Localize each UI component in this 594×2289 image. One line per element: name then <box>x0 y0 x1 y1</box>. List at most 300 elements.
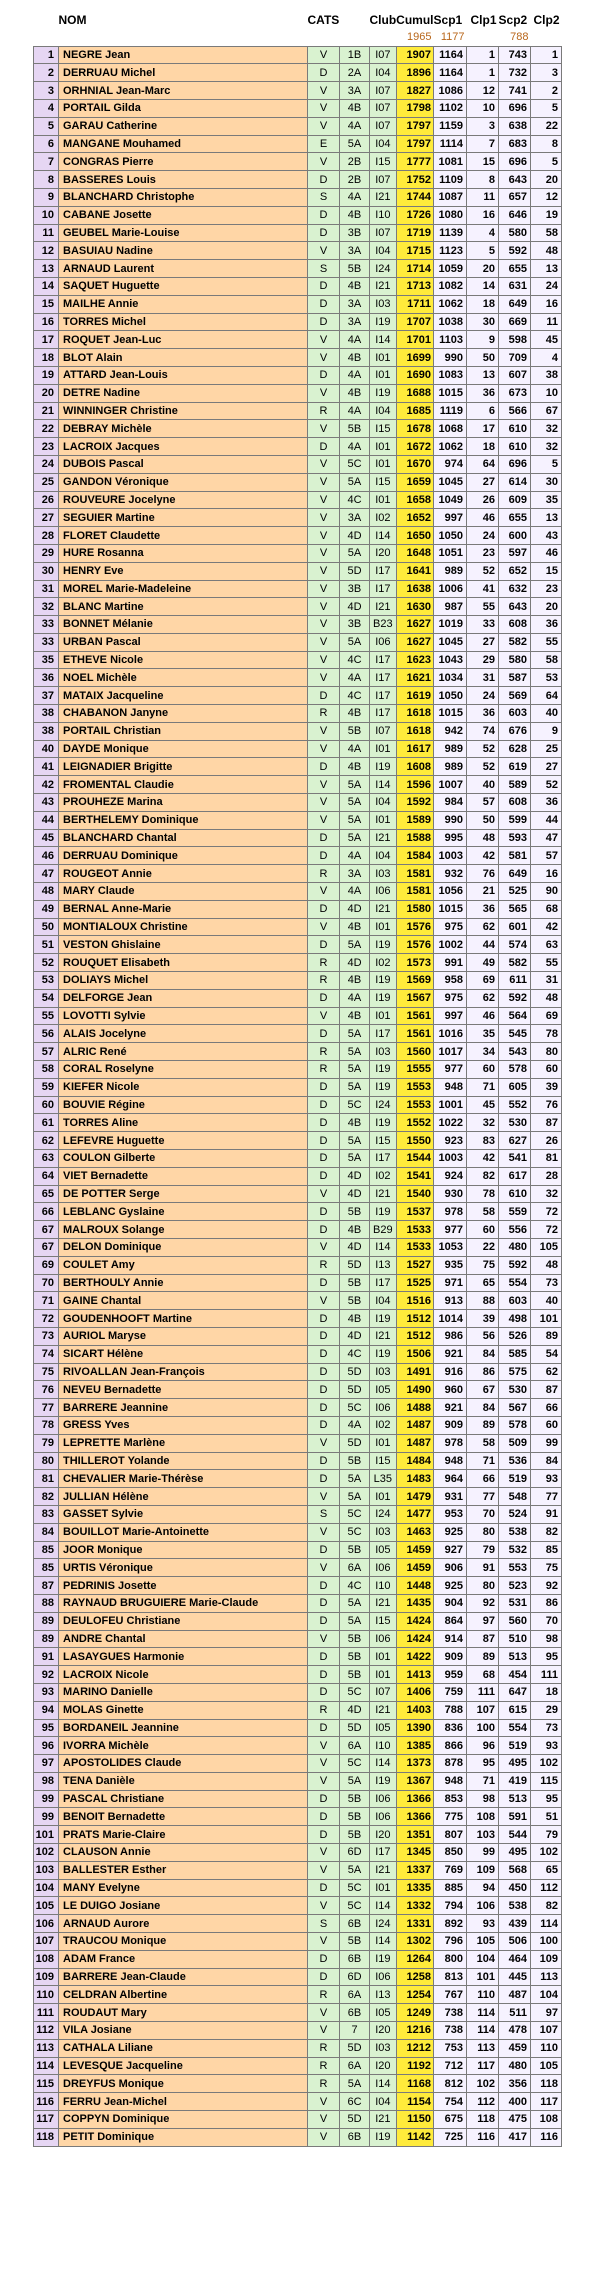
table-row <box>34 171 562 189</box>
scp2-cell: 638 <box>499 117 531 135</box>
clp2-cell: 48 <box>531 242 562 260</box>
clp1-cell: 31 <box>467 669 499 687</box>
group-cell: 5B <box>340 420 370 438</box>
group-cell: 1B <box>340 46 370 64</box>
rank-cell: 98 <box>34 1772 59 1790</box>
cumul-cell: 1491 <box>396 1363 433 1381</box>
club-cell: I17 <box>370 1150 397 1168</box>
table-row <box>34 1772 562 1790</box>
group-cell: 6C <box>340 2093 370 2111</box>
cumul-cell: 1555 <box>396 1061 433 1079</box>
rank-cell: 57 <box>34 1043 59 1061</box>
clp2-cell: 38 <box>531 366 562 384</box>
category-cell: V <box>308 491 340 509</box>
clp1-cell: 35 <box>467 1025 499 1043</box>
table-row <box>34 669 562 687</box>
scp1-cell: 885 <box>434 1879 467 1897</box>
scp2-cell: 601 <box>499 918 531 936</box>
group-cell: 4B <box>340 1007 370 1025</box>
name-cell: TORRES Michel <box>59 313 308 331</box>
name-cell: BALLESTER Esther <box>59 1861 308 1879</box>
group-cell: 2B <box>340 171 370 189</box>
scp2-cell: 569 <box>499 687 531 705</box>
clp1-cell: 45 <box>467 1096 499 1114</box>
group-cell: 5C <box>340 1683 370 1701</box>
clp2-cell: 117 <box>531 2093 562 2111</box>
name-cell: MARY Claude <box>59 883 308 901</box>
category-cell: R <box>308 2057 340 2075</box>
group-cell: 5A <box>340 1594 370 1612</box>
rank-cell: 66 <box>34 1203 59 1221</box>
scp1-cell: 1068 <box>434 420 467 438</box>
club-cell: I02 <box>370 1416 397 1434</box>
rank-cell: 82 <box>34 1488 59 1506</box>
scp2-cell: 673 <box>499 384 531 402</box>
clp1-cell: 84 <box>467 1399 499 1417</box>
scp1-cell: 1080 <box>434 206 467 224</box>
table-row <box>34 2057 562 2075</box>
club-cell: I07 <box>370 224 397 242</box>
category-cell: V <box>308 1238 340 1256</box>
rank-cell: 70 <box>34 1274 59 1292</box>
rank-cell: 5 <box>34 117 59 135</box>
scp2-cell: 566 <box>499 402 531 420</box>
table-row <box>34 2111 562 2129</box>
clp2-cell: 11 <box>531 313 562 331</box>
clp2-cell: 51 <box>531 1808 562 1826</box>
table-row <box>34 1790 562 1808</box>
name-cell: BOUVIE Régine <box>59 1096 308 1114</box>
table-row <box>34 1007 562 1025</box>
scp2-cell: 564 <box>499 1007 531 1025</box>
cumul-cell: 1596 <box>396 776 433 794</box>
clp2-cell: 46 <box>531 544 562 562</box>
name-cell: RIVOALLAN Jean-François <box>59 1363 308 1381</box>
table-row <box>34 188 562 206</box>
scp1-cell: 1017 <box>434 1043 467 1061</box>
category-cell: D <box>308 1078 340 1096</box>
category-cell: V <box>308 633 340 651</box>
name-cell: DAYDE Monique <box>59 740 308 758</box>
clp1-cell: 94 <box>467 1879 499 1897</box>
cumul-cell: 1567 <box>396 989 433 1007</box>
scp2-cell: 643 <box>499 598 531 616</box>
group-cell: 5A <box>340 1150 370 1168</box>
scp2-cell: 592 <box>499 242 531 260</box>
rank-cell: 3 <box>34 82 59 100</box>
table-row <box>34 918 562 936</box>
clp2-cell: 3 <box>531 64 562 82</box>
table-row <box>34 651 562 669</box>
name-cell: GEUBEL Marie-Louise <box>59 224 308 242</box>
category-cell: V <box>308 1523 340 1541</box>
name-cell: DEBRAY Michèle <box>59 420 308 438</box>
rank-cell: 76 <box>34 1381 59 1399</box>
scp2-cell: 578 <box>499 1061 531 1079</box>
clp1-cell: 5 <box>467 242 499 260</box>
club-cell: I07 <box>370 1683 397 1701</box>
table-row <box>34 1256 562 1274</box>
name-cell: FLORET Claudette <box>59 527 308 545</box>
name-cell: CABANE Josette <box>59 206 308 224</box>
clp2-cell: 86 <box>531 1594 562 1612</box>
table-row <box>34 82 562 100</box>
table-row <box>34 1648 562 1666</box>
clp1-cell: 114 <box>467 2022 499 2040</box>
scp1-cell: 1007 <box>434 776 467 794</box>
scp1-cell: 767 <box>434 1986 467 2004</box>
group-cell: 5D <box>340 1719 370 1737</box>
clp1-cell: 103 <box>467 1826 499 1844</box>
name-cell: LACROIX Jacques <box>59 438 308 456</box>
club-cell: I03 <box>370 865 397 883</box>
rank-cell: 64 <box>34 1167 59 1185</box>
rank-cell: 20 <box>34 384 59 402</box>
clp2-cell: 58 <box>531 224 562 242</box>
category-cell: V <box>308 1772 340 1790</box>
rank-cell: 21 <box>34 402 59 420</box>
table-row <box>34 1345 562 1363</box>
clp1-cell: 66 <box>467 1470 499 1488</box>
club-cell: I01 <box>370 1666 397 1684</box>
name-cell: COPPYN Dominique <box>59 2111 308 2129</box>
club-cell: I21 <box>370 1327 397 1345</box>
cumul-cell: 1608 <box>396 758 433 776</box>
group-cell: 6A <box>340 1986 370 2004</box>
rank-cell: 31 <box>34 580 59 598</box>
cumul-cell: 1827 <box>396 82 433 100</box>
club-cell: I14 <box>370 776 397 794</box>
name-cell: HURE Rosanna <box>59 544 308 562</box>
club-cell: I14 <box>370 1755 397 1773</box>
cumul-cell: 1621 <box>396 669 433 687</box>
scp1-cell: 921 <box>434 1345 467 1363</box>
rank-cell: 11 <box>34 224 59 242</box>
clp2-cell: 63 <box>531 936 562 954</box>
name-cell: BASUIAU Nadine <box>59 242 308 260</box>
table-row <box>34 224 562 242</box>
category-cell: D <box>308 1790 340 1808</box>
group-cell: 3B <box>340 580 370 598</box>
ranking-sheet <box>33 12 562 2147</box>
rank-cell: 47 <box>34 865 59 883</box>
category-cell: V <box>308 527 340 545</box>
club-cell: I19 <box>370 2128 397 2146</box>
scp1-cell: 1159 <box>434 117 467 135</box>
club-cell: I10 <box>370 1737 397 1755</box>
scp1-cell: 1016 <box>434 1025 467 1043</box>
clp1-cell: 88 <box>467 1292 499 1310</box>
clp1-cell: 87 <box>467 1630 499 1648</box>
group-cell: 5A <box>340 1061 370 1079</box>
category-cell: V <box>308 1755 340 1773</box>
cumul-cell: 1588 <box>396 829 433 847</box>
scp1-cell: 931 <box>434 1488 467 1506</box>
category-cell: D <box>308 1132 340 1150</box>
name-cell: LASAYGUES Harmonie <box>59 1648 308 1666</box>
cumul-cell: 1533 <box>396 1238 433 1256</box>
rank-cell: 54 <box>34 989 59 1007</box>
name-cell: LOVOTTI Sylvie <box>59 1007 308 1025</box>
clp2-cell: 55 <box>531 633 562 651</box>
scp2-cell: 741 <box>499 82 531 100</box>
club-cell: I21 <box>370 900 397 918</box>
scp1-cell: 1050 <box>434 687 467 705</box>
name-cell: ALRIC René <box>59 1043 308 1061</box>
cumul-cell: 1561 <box>396 1007 433 1025</box>
category-cell: V <box>308 153 340 171</box>
group-cell: 6B <box>340 1950 370 1968</box>
category-cell: D <box>308 1203 340 1221</box>
cumul-cell: 1154 <box>396 2093 433 2111</box>
club-cell: I19 <box>370 1203 397 1221</box>
clp1-cell: 77 <box>467 1488 499 1506</box>
cumul-cell: 1385 <box>396 1737 433 1755</box>
group-cell: 5A <box>340 1861 370 1879</box>
category-cell: V <box>308 918 340 936</box>
group-cell: 5A <box>340 1078 370 1096</box>
rank-cell: 89 <box>34 1630 59 1648</box>
group-cell: 5C <box>340 1096 370 1114</box>
club-cell: I17 <box>370 1274 397 1292</box>
cumul-cell: 1672 <box>396 438 433 456</box>
table-row <box>34 46 562 64</box>
clp1-cell: 76 <box>467 865 499 883</box>
club-cell: I17 <box>370 705 397 723</box>
clp1-cell: 48 <box>467 829 499 847</box>
group-cell: 4A <box>340 669 370 687</box>
scp2-cell: 743 <box>499 46 531 64</box>
clp1-cell: 52 <box>467 562 499 580</box>
rank-cell: 2 <box>34 64 59 82</box>
clp1-cell: 6 <box>467 402 499 420</box>
cumul-cell: 1373 <box>396 1755 433 1773</box>
category-cell: V <box>308 580 340 598</box>
clp1-cell: 36 <box>467 705 499 723</box>
rank-cell: 99 <box>34 1808 59 1826</box>
name-cell: NOEL Michèle <box>59 669 308 687</box>
scp1-cell: 1015 <box>434 384 467 402</box>
scp2-cell: 646 <box>499 206 531 224</box>
cumul-cell: 1435 <box>396 1594 433 1612</box>
cumul-cell: 1707 <box>396 313 433 331</box>
table-row <box>34 1755 562 1773</box>
category-cell: V <box>308 1185 340 1203</box>
clp2-cell: 47 <box>531 829 562 847</box>
rank-cell: 23 <box>34 438 59 456</box>
table-row <box>34 1416 562 1434</box>
scp1-cell: 878 <box>434 1755 467 1773</box>
table-row <box>34 883 562 901</box>
clp1-cell: 84 <box>467 1345 499 1363</box>
name-cell: LEFEVRE Huguette <box>59 1132 308 1150</box>
clp2-cell: 2 <box>531 82 562 100</box>
scp2-cell: 611 <box>499 972 531 990</box>
scp2-cell: 628 <box>499 740 531 758</box>
clp2-cell: 91 <box>531 1505 562 1523</box>
name-cell: CELDRAN Albertine <box>59 1986 308 2004</box>
clp1-cell: 106 <box>467 1897 499 1915</box>
cumul-cell: 1448 <box>396 1577 433 1595</box>
table-row <box>34 117 562 135</box>
cumul-cell: 1592 <box>396 794 433 812</box>
scp2-cell: 632 <box>499 580 531 598</box>
group-cell: 4A <box>340 883 370 901</box>
table-row <box>34 1221 562 1239</box>
clp1-cell: 24 <box>467 527 499 545</box>
club-cell: I24 <box>370 1096 397 1114</box>
table-row <box>34 2039 562 2057</box>
group-cell: 5A <box>340 936 370 954</box>
group-cell: 4C <box>340 687 370 705</box>
category-cell: R <box>308 2075 340 2093</box>
scp2-cell: 464 <box>499 1950 531 1968</box>
club-cell: I03 <box>370 1523 397 1541</box>
club-cell: I03 <box>370 295 397 313</box>
clp2-cell: 89 <box>531 1327 562 1345</box>
clp2-cell: 107 <box>531 2022 562 2040</box>
clp2-cell: 101 <box>531 1310 562 1328</box>
table-row <box>34 1452 562 1470</box>
scp1-cell: 1062 <box>434 438 467 456</box>
clp2-cell: 13 <box>531 260 562 278</box>
scp2-cell: 600 <box>499 527 531 545</box>
scp1-cell: 1103 <box>434 331 467 349</box>
clp1-cell: 46 <box>467 509 499 527</box>
clp2-cell: 52 <box>531 776 562 794</box>
group-cell: 3A <box>340 509 370 527</box>
club-cell: I14 <box>370 1897 397 1915</box>
name-cell: COULON Gilberte <box>59 1150 308 1168</box>
group-cell: 5C <box>340 455 370 473</box>
category-cell: V <box>308 420 340 438</box>
cumul-cell: 1484 <box>396 1452 433 1470</box>
club-cell: I15 <box>370 1452 397 1470</box>
category-cell: D <box>308 1310 340 1328</box>
cumul-cell: 1552 <box>396 1114 433 1132</box>
group-cell: 5B <box>340 1292 370 1310</box>
name-cell: ANDRE Chantal <box>59 1630 308 1648</box>
club-cell: B29 <box>370 1221 397 1239</box>
clp1-cell: 3 <box>467 117 499 135</box>
clp1-cell: 118 <box>467 2111 499 2129</box>
table-row <box>34 1114 562 1132</box>
category-cell: V <box>308 1630 340 1648</box>
club-cell: I21 <box>370 2111 397 2129</box>
group-cell: 4A <box>340 331 370 349</box>
name-cell: BARRERE Jeannine <box>59 1399 308 1417</box>
name-cell: KIEFER Nicole <box>59 1078 308 1096</box>
clp1-cell: 22 <box>467 1238 499 1256</box>
clp1-cell: 71 <box>467 1772 499 1790</box>
cumul-cell: 1422 <box>396 1648 433 1666</box>
rank-cell: 63 <box>34 1150 59 1168</box>
scp1-cell: 989 <box>434 562 467 580</box>
scp2-cell: 478 <box>499 2022 531 2040</box>
max-scp2: 788 <box>499 29 531 46</box>
scp1-cell: 997 <box>434 509 467 527</box>
club-cell: I06 <box>370 1559 397 1577</box>
name-cell: ROUGEOT Annie <box>59 865 308 883</box>
scp1-cell: 960 <box>434 1381 467 1399</box>
scp1-cell: 914 <box>434 1630 467 1648</box>
clp2-cell: 48 <box>531 989 562 1007</box>
club-cell: I07 <box>370 117 397 135</box>
rank-cell: 22 <box>34 420 59 438</box>
category-cell: V <box>308 1434 340 1452</box>
scp2-cell: 607 <box>499 366 531 384</box>
scp2-cell: 513 <box>499 1790 531 1808</box>
cumul-cell: 1258 <box>396 1968 433 1986</box>
table-row <box>34 1488 562 1506</box>
table-row <box>34 1968 562 1986</box>
clp2-cell: 5 <box>531 455 562 473</box>
clp2-cell: 40 <box>531 705 562 723</box>
name-cell: BLANCHARD Christophe <box>59 188 308 206</box>
header-scp1: Scp1 <box>434 12 467 29</box>
group-cell: 5B <box>340 1648 370 1666</box>
clp1-cell: 18 <box>467 295 499 313</box>
cumul-cell: 1264 <box>396 1950 433 1968</box>
name-cell: TENA Danièle <box>59 1772 308 1790</box>
category-cell: V <box>308 811 340 829</box>
scp1-cell: 989 <box>434 740 467 758</box>
scp1-cell: 1056 <box>434 883 467 901</box>
name-cell: ARNAUD Aurore <box>59 1915 308 1933</box>
club-cell: I05 <box>370 1541 397 1559</box>
category-cell: V <box>308 349 340 367</box>
scp2-cell: 696 <box>499 99 531 117</box>
scp2-cell: 582 <box>499 954 531 972</box>
club-cell: I01 <box>370 918 397 936</box>
cumul-cell: 1512 <box>396 1327 433 1345</box>
group-cell: 5B <box>340 1452 370 1470</box>
category-cell: D <box>308 224 340 242</box>
cumul-cell: 1638 <box>396 580 433 598</box>
table-row <box>34 455 562 473</box>
category-cell: D <box>308 1399 340 1417</box>
clp2-cell: 66 <box>531 1399 562 1417</box>
scp1-cell: 1083 <box>434 366 467 384</box>
table-row <box>34 1719 562 1737</box>
cumul-cell: 1685 <box>396 402 433 420</box>
scp1-cell: 775 <box>434 1808 467 1826</box>
rank-cell: 75 <box>34 1363 59 1381</box>
scp1-cell: 990 <box>434 349 467 367</box>
table-row <box>34 1505 562 1523</box>
table-row <box>34 722 562 740</box>
category-cell: R <box>308 954 340 972</box>
name-cell: LE DUIGO Josiane <box>59 1897 308 1915</box>
cumul-cell: 1212 <box>396 2039 433 2057</box>
clp2-cell: 105 <box>531 1238 562 1256</box>
club-cell: I07 <box>370 722 397 740</box>
rank-cell: 105 <box>34 1897 59 1915</box>
rank-cell: 7 <box>34 153 59 171</box>
cumul-cell: 1589 <box>396 811 433 829</box>
club-cell: I14 <box>370 2075 397 2093</box>
club-cell: I13 <box>370 1256 397 1274</box>
scp2-cell: 495 <box>499 1755 531 1773</box>
clp1-cell: 18 <box>467 438 499 456</box>
cumul-cell: 1798 <box>396 99 433 117</box>
table-row <box>34 1132 562 1150</box>
clp2-cell: 72 <box>531 1221 562 1239</box>
scp1-cell: 1034 <box>434 669 467 687</box>
clp2-cell: 92 <box>531 1577 562 1595</box>
name-cell: BASSERES Louis <box>59 171 308 189</box>
rank-cell: 35 <box>34 651 59 669</box>
